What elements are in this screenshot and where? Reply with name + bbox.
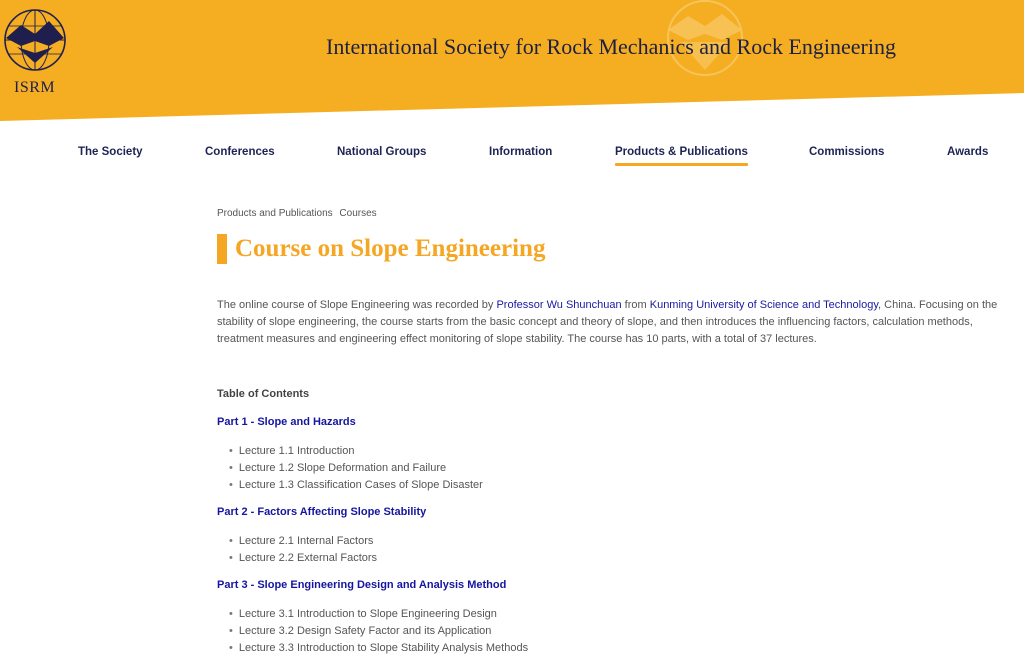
site-title: International Society for Rock Mechanics and Rock Engineering [326,34,896,59]
main-content [217,208,1022,654]
title-accent-bar [217,234,227,264]
toc-part-3[interactable]: Part 3 - Slope Engineering Design and Analysis Method [217,579,507,591]
intro-text-from: from [621,299,650,311]
lecture-list-part-3 [229,606,528,657]
site-header [0,0,1024,125]
nav-item-national-groups[interactable]: National Groups [337,146,427,158]
lecture-item: • Lecture 2.2 External Factors [229,550,377,567]
nav-item-conferences[interactable]: Conferences [205,146,275,158]
lecture-item: • Lecture 1.1 Introduction [229,443,483,460]
nav-item-commissions[interactable]: Commissions [809,146,885,158]
lecture-item: • Lecture 1.2 Slope Deformation and Failure [229,460,483,477]
logo-text: ISRM [14,79,56,96]
lecture-list-part-1 [229,443,483,494]
isrm-logo-icon[interactable] [3,8,67,72]
page-title: Course on Slope Engineering [235,235,546,262]
nav-item-information[interactable]: Information [489,146,553,158]
lecture-item: • Lecture 1.3 Classification Cases of Slope Disaster [229,477,483,494]
nav-item-awards[interactable]: Awards [947,146,989,158]
institution-link[interactable]: Kunming University of Science and Technology [649,299,879,311]
lecture-item: • Lecture 2.1 Internal Factors [229,533,377,550]
toc-heading: Table of Contents [217,388,310,400]
main-nav [0,146,1024,170]
toc-part-1[interactable]: Part 1 - Slope and Hazards [217,416,356,428]
author-link[interactable]: Professor Wu Shunchuan [496,299,622,311]
breadcrumb-item-courses[interactable]: Courses [339,208,377,219]
nav-item-products-publications[interactable]: Products & Publications [615,146,748,158]
page-title-wrap [217,233,545,265]
intro-text-end: , China. Focusing on the stability of slope engineering, the course starts from the basic concept and theory of slope, and then introduces the influencing factors, calculation methods, treatment measures and engineering effect monitoring of slope stability. The course has 10 parts, with a total of 37 lectures. [217,299,998,345]
lecture-item: • Lecture 3.1 Introduction to Slope Engineering Design [229,606,528,623]
lecture-item: • Lecture 3.2 Design Safety Factor and its Application [229,623,528,640]
intro-text-start: The online course of Slope Engineering was recorded by [217,299,497,311]
lecture-item: • Lecture 3.3 Introduction to Slope Stability Analysis Methods [229,640,528,657]
toc-part-2[interactable]: Part 2 - Factors Affecting Slope Stability [217,506,427,518]
nav-item-the-society[interactable]: The Society [78,146,143,158]
lecture-list-part-2 [229,533,377,567]
header-banner [0,0,1024,125]
course-intro [217,297,1022,348]
breadcrumb [217,208,1022,219]
breadcrumb-item-products[interactable]: Products and Publications [217,208,333,219]
